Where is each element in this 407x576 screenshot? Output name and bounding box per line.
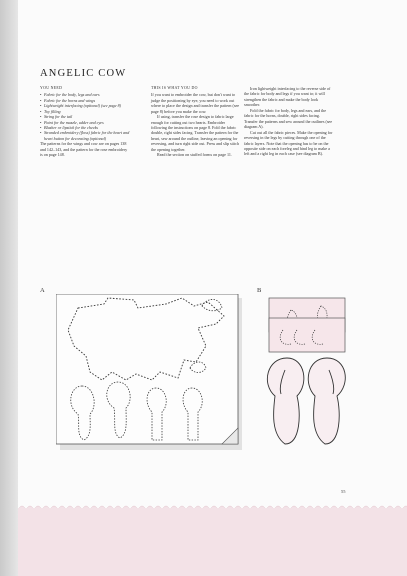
- column-instructions: [151, 86, 241, 158]
- paragraph: If you want to embroider the cow, but don't want to judge the positioning by eye, you need to work out where to place the design and transfer the pattern (see page 8) before you make the cow.: [151, 92, 240, 114]
- list-item: • Stranded embroidery (floss) fabric for the heart and heart button for decorating (optional): [40, 130, 130, 141]
- book-spine-shadow: [0, 0, 18, 576]
- fabric-sheet: [56, 294, 238, 444]
- cut-leg-piece: [308, 358, 345, 444]
- list-item: • Paint for the muzzle, udder and eyes: [40, 120, 130, 125]
- list-item: • String for the tail: [40, 114, 130, 119]
- patterns-note: The patterns for the wings and cow are on pages 138 and 142–143, and the pattern for the rose embroidery is on page 148.: [40, 141, 128, 158]
- page-title: ANGELIC COW: [40, 68, 127, 79]
- list-item: • Toy filling: [40, 109, 130, 114]
- list-item: • Lightweight interfacing (optional) (see page 8): [40, 103, 130, 108]
- diagram-a-pattern-layout: [56, 294, 246, 454]
- list-item: • Fabric for the horns and wings: [40, 98, 130, 103]
- materials-list: [40, 92, 130, 141]
- column-materials: [40, 86, 130, 158]
- diagram-b-label: B: [257, 287, 262, 294]
- page-number: 55: [341, 489, 346, 494]
- list-item: • Blusher or lipstick for the cheeks: [40, 125, 130, 130]
- list-item: • Fabric for the body, legs and ears: [40, 92, 130, 97]
- paragraph: Iron lightweight interfacing to the reverse side of the fabric for body and legs if you want to; it will strengthen the fabric and make the body look smoother.: [244, 86, 331, 108]
- paragraph: If using, transfer the rose design to fabric large enough for cutting out two hearts. Embroider following the instructions on page 8. Fold the fabric double, right sides facing. Transfer the pattern for the heart, sew around the outline, leaving an opening for reversing, and turn right side out. Press and slip stitch the opening together.: [151, 114, 239, 152]
- you-need-heading: YOU NEED: [40, 86, 63, 90]
- paragraph: Fold the fabric for body, legs and ears, and the fabric for the horns, double, right sides facing. Transfer the patterns and sew around the outlines (see diagram A).: [244, 107, 333, 130]
- cut-leg-piece: [267, 358, 303, 444]
- instructions-heading: THIS IS WHAT YOU DO: [151, 86, 198, 90]
- diagram-b-legs-and-horns: [257, 294, 357, 459]
- paragraph: Cut out all the fabric pieces. Make the opening for reversing in the legs by cutting through one of the fabric layers. Note that the opening has to be on the opposite side on each foreleg and hind leg to make a left and a right leg in each case (see diagram B).: [244, 129, 333, 157]
- paragraph: Read the section on stuffed forms on page 11.: [157, 152, 232, 158]
- pink-footer-band: [18, 508, 407, 576]
- diagram-a-label: A: [40, 287, 45, 294]
- column-instructions-continued: [244, 86, 334, 157]
